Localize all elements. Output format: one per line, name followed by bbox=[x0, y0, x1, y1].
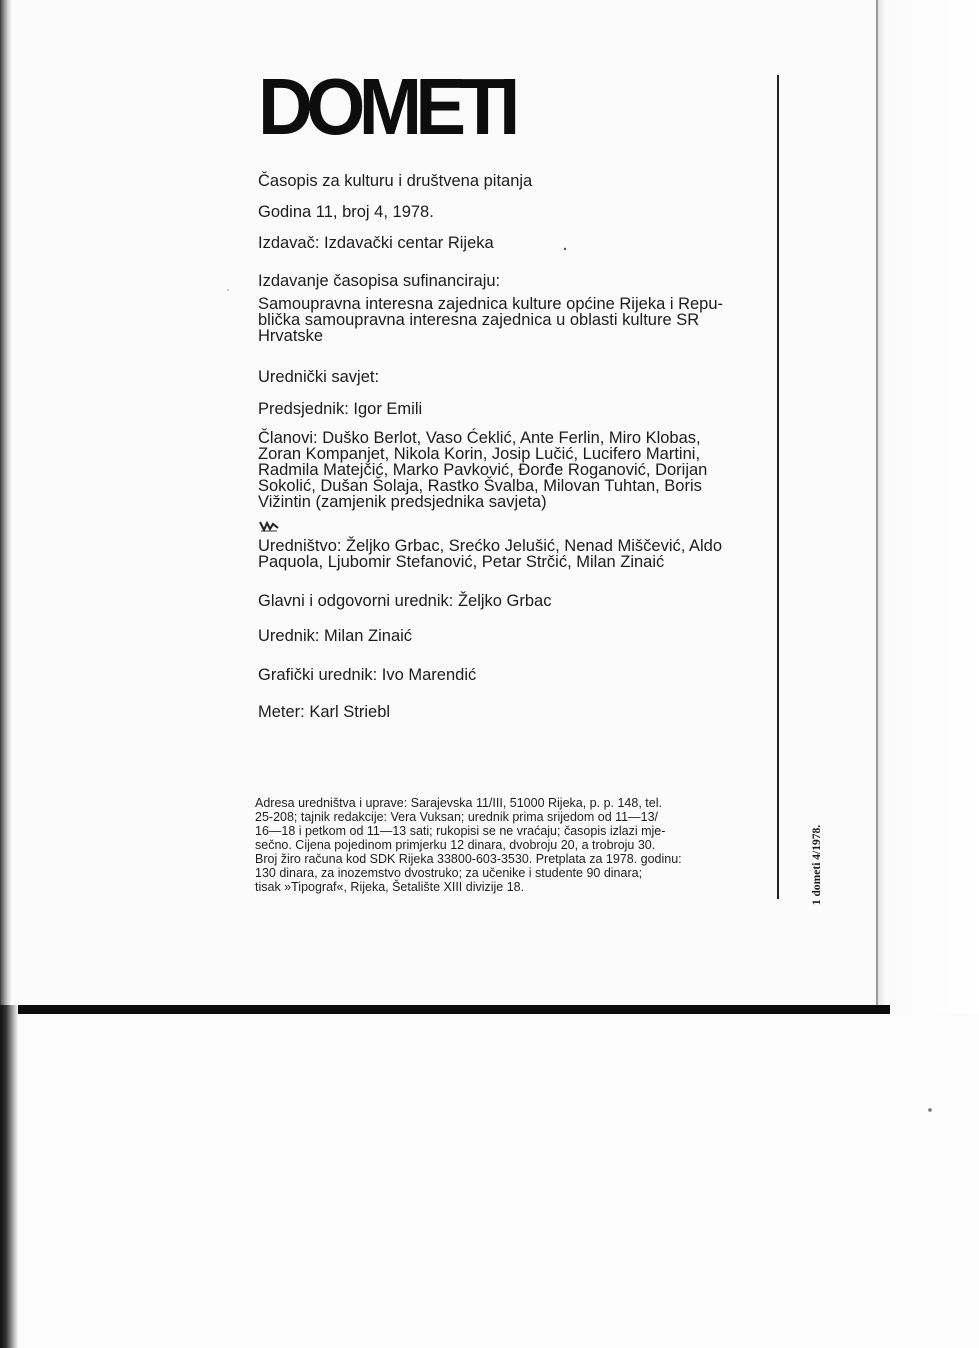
board-members-line: Sokolić, Dušan Šolaja, Rastko Švalba, Milovan Tuhtan, Boris bbox=[258, 477, 702, 495]
editorial-paragraph bbox=[258, 538, 756, 570]
editorial-line: Uredništvo: Željko Grbac, Srećko Jelušić, Nenad Miščević, Aldo bbox=[258, 537, 723, 555]
footer-line: 130 dinara, za inozemstvo dvostruko; za učenike i studente 90 dinara; bbox=[255, 866, 643, 880]
page-right-edge bbox=[876, 0, 979, 1014]
page-bottom-left-shadow bbox=[0, 1005, 18, 1348]
footer-line: 16—18 i petkom od 11—13 sati; rukopisi se ne vraćaju; časopis izlazi mje- bbox=[255, 824, 666, 838]
issue-info: Godina 11, broj 4, 1978. bbox=[258, 203, 434, 221]
footer-line: Broj žiro računa kod SDK Rijeka 33800-603-3530. Pretplata za 1978. godinu: bbox=[255, 852, 682, 866]
footer-line: sečno. Cijena pojedinom primjerku 12 dinara, dvobroju 20, a trobroju 30. bbox=[255, 838, 656, 852]
board-members-paragraph bbox=[258, 430, 756, 510]
funding-heading: Izdavanje časopisa sufinanciraju: bbox=[258, 272, 501, 290]
spine-label: 1 dometi 4/1978. bbox=[811, 824, 823, 906]
editorial-line: Paquola, Ljubomir Stefanović, Petar Strčić, Milan Zinaić bbox=[258, 553, 665, 571]
board-members-line: Zoran Kompanjet, Nikola Korin, Josip Lučić, Lucifero Martini, bbox=[258, 445, 701, 463]
underlying-sheet bbox=[18, 1014, 979, 1348]
footer-line: Adresa uredništva i uprave: Sarajevska 11/III, 51000 Rijeka, p. p. 148, tel. bbox=[255, 796, 662, 810]
board-president: Predsjednik: Igor Emili bbox=[258, 400, 423, 418]
graphic-editor: Grafički urednik: Ivo Marendić bbox=[258, 666, 477, 684]
footer-line: 25-208; tajnik redakcije: Vera Vuksan; urednik prima srijedom od 11—13/ bbox=[255, 810, 658, 824]
board-members-line: Članovi: Duško Berlot, Vaso Ćeklić, Ante Ferlin, Miro Klobas, bbox=[258, 429, 701, 447]
editor: Urednik: Milan Zinaić bbox=[258, 627, 413, 645]
typesetter: Meter: Karl Striebl bbox=[258, 703, 391, 721]
vertical-rule bbox=[777, 75, 779, 899]
footer-line: tisak »Tipograf«, Rijeka, Šetalište XIII divizije 18. bbox=[255, 880, 525, 894]
page-bottom-edge-shadow bbox=[0, 1005, 890, 1014]
page-right-edge-line bbox=[876, 0, 878, 1010]
publisher-line: Izdavač: Izdavački centar Rijeka bbox=[258, 234, 494, 252]
chief-editor: Glavni i odgovorni urednik: Željko Grbac bbox=[258, 592, 552, 610]
ink-scribble-mark bbox=[258, 519, 280, 533]
funding-line: Hrvatske bbox=[258, 327, 324, 345]
imprint-footer bbox=[255, 796, 769, 894]
funding-paragraph bbox=[258, 296, 756, 344]
funding-line: blička samoupravna interesna zajednica u oblasti kulture SR bbox=[258, 311, 700, 329]
board-members-line: Vižintin (zamjenik predsjednika savjeta) bbox=[258, 493, 547, 511]
journal-subtitle: Časopis za kulturu i društvena pitanja bbox=[258, 172, 533, 190]
board-members-line: Radmila Matejčić, Marko Pavković, Đorđe Roganović, Dorijan bbox=[258, 461, 708, 479]
board-heading: Urednički savjet: bbox=[258, 368, 380, 386]
journal-masthead: DOMETI bbox=[258, 62, 514, 151]
funding-line: Samoupravna interesna zajednica kulture općine Rijeka i Repu- bbox=[258, 295, 724, 313]
